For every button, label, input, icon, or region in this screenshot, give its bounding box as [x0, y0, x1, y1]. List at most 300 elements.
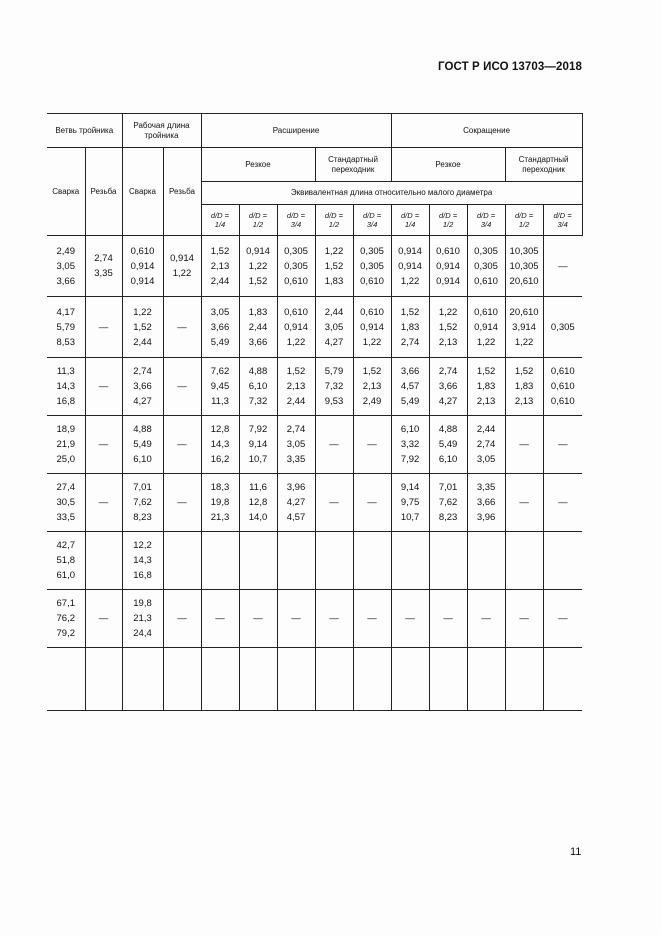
length-welding-header: Сварка — [122, 148, 163, 236]
cell-value: 6,10 — [400, 424, 420, 435]
table-cell — [353, 297, 391, 358]
cell-value: 2,49 — [56, 245, 75, 257]
table-cell-empty — [391, 648, 429, 711]
ratio-value: 3/4 — [480, 220, 492, 229]
table-cell — [85, 590, 122, 648]
table-cell — [239, 236, 277, 297]
cell-value: 0,914 — [360, 321, 384, 333]
ratio-value: 3/4 — [290, 220, 302, 229]
cell-value: 1,22 — [514, 336, 534, 348]
cell-value: 3,96 — [286, 482, 306, 493]
table-cell-empty — [315, 648, 353, 711]
table-cell — [315, 358, 353, 416]
table-cell — [163, 532, 201, 590]
cell-value: 5,49 — [210, 336, 230, 348]
table-row — [47, 236, 582, 297]
cell-value: 0,305 — [360, 245, 384, 257]
cell-value: 0,610 — [474, 306, 498, 318]
cell-value: 12,2 — [133, 540, 152, 551]
cell-value: 2,13 — [210, 260, 230, 272]
cell-value: 4,27 — [438, 396, 458, 407]
ratio-value: 1/2 — [518, 220, 530, 229]
cell-value: — — [558, 439, 568, 450]
table-cell — [277, 532, 315, 590]
expansion-standard-line2: переходник — [331, 164, 375, 174]
cell-value: 4,27 — [133, 396, 152, 407]
table-cell — [505, 416, 543, 474]
cell-value: 5,49 — [438, 439, 458, 450]
cell-value: 0,914 — [436, 275, 460, 287]
cell-value: 12,8 — [248, 497, 268, 508]
cell-value: 8,23 — [133, 512, 152, 523]
cell-value: — — [98, 439, 109, 450]
cell-value: 1,52 — [476, 366, 496, 377]
cell-value: 1,22 — [324, 245, 344, 257]
table-cell — [239, 474, 277, 532]
cell-value: 3,05 — [56, 260, 75, 272]
ratio-label: d/D = — [438, 211, 458, 220]
ratio-label: d/D = — [324, 211, 344, 220]
cell-value: 21,9 — [56, 439, 75, 450]
cell-value: 79,2 — [56, 628, 75, 639]
table-cell — [543, 236, 582, 297]
table-cell — [201, 358, 239, 416]
cell-value: 1,52 — [400, 306, 420, 318]
cell-value: 6,10 — [133, 454, 152, 465]
cell-value: 0,610 — [360, 306, 384, 318]
table-cell-empty — [163, 648, 201, 711]
cell-value: 1,52 — [286, 366, 306, 377]
table-cell — [277, 474, 315, 532]
table-cell — [543, 416, 582, 474]
table-cell — [239, 416, 277, 474]
ratio-header — [467, 205, 505, 236]
table-cell — [467, 297, 505, 358]
ratio-header — [201, 205, 239, 236]
ratio-header — [391, 205, 429, 236]
table-cell — [163, 236, 201, 297]
cell-value: 27,4 — [56, 482, 75, 493]
table-row — [47, 416, 582, 474]
table-cell — [543, 474, 582, 532]
reduction-header: Сокращение — [391, 114, 582, 148]
ratio-value: 1/4 — [404, 220, 416, 229]
cell-value: 2,74 — [94, 253, 113, 264]
cell-value: 2,13 — [514, 396, 534, 407]
table-cell — [163, 297, 201, 358]
cell-value: 2,74 — [400, 336, 420, 348]
cell-value: — — [215, 613, 225, 624]
ratio-value: 3/4 — [557, 220, 568, 229]
table-row — [47, 532, 582, 590]
cell-value: 16,2 — [210, 454, 230, 465]
cell-value: 2,44 — [210, 275, 230, 287]
ratio-label: d/D = — [476, 211, 496, 220]
cell-value: 1,52 — [248, 275, 268, 287]
cell-value: 4,27 — [324, 336, 344, 348]
table-cell — [277, 358, 315, 416]
cell-value: 1,52 — [324, 260, 344, 272]
cell-value: — — [98, 497, 109, 508]
ratio-header — [239, 205, 277, 236]
cell-value: 25,0 — [56, 454, 75, 465]
table-cell — [277, 590, 315, 648]
cell-value: 5,49 — [400, 396, 420, 407]
cell-value: 1,22 — [362, 336, 382, 348]
cell-value: — — [367, 439, 377, 450]
cell-value: 3,35 — [94, 268, 113, 279]
ratio-label: d/D = — [210, 211, 230, 220]
cell-value: 21,3 — [133, 613, 152, 624]
table-cell-empty — [277, 648, 315, 711]
table-cell — [315, 236, 353, 297]
table-cell — [505, 297, 543, 358]
cell-value: 9,45 — [210, 381, 230, 392]
working-length-header-line2: тройника — [144, 130, 179, 140]
cell-value: 2,74 — [438, 366, 458, 377]
table-cell — [429, 590, 467, 648]
cell-value: 14,3 — [210, 439, 230, 450]
table-row — [47, 358, 582, 416]
cell-value: — — [177, 321, 187, 333]
expansion-abrupt-header: Резкое — [201, 148, 315, 182]
cell-value: 51,8 — [56, 555, 75, 566]
table-cell — [505, 532, 543, 590]
table-cell — [122, 416, 163, 474]
cell-value: — — [558, 260, 568, 272]
cell-value: 1,83 — [248, 306, 268, 318]
reduction-standard-line1: Стандартный — [518, 154, 569, 164]
ratio-header — [429, 205, 467, 236]
cell-value: — — [291, 613, 301, 624]
cell-value: 6,10 — [248, 381, 268, 392]
cell-value: — — [443, 613, 453, 624]
cell-value: 67,1 — [56, 598, 75, 609]
cell-value: 0,914 — [130, 260, 155, 272]
cell-value: 0,914 — [398, 245, 422, 257]
cell-value: 3,66 — [400, 366, 420, 377]
cell-value: 7,62 — [133, 497, 152, 508]
cell-value: 11,6 — [249, 482, 267, 493]
reduction-standard-header — [505, 148, 582, 182]
table-cell — [122, 358, 163, 416]
cell-value: 2,13 — [362, 381, 382, 392]
ratio-label: d/D = — [514, 211, 534, 220]
cell-value: 0,305 — [474, 245, 498, 257]
cell-value: 1,83 — [476, 381, 496, 392]
cell-value: 1,22 — [476, 336, 496, 348]
table-cell — [47, 532, 85, 590]
table-cell — [85, 297, 122, 358]
cell-value: 8,23 — [438, 512, 458, 523]
table-cell — [429, 297, 467, 358]
cell-value: 18,3 — [210, 482, 230, 493]
table-cell — [543, 297, 582, 358]
cell-value: 3,66 — [438, 381, 458, 392]
cell-value: 3,66 — [476, 497, 496, 508]
table-cell — [85, 358, 122, 416]
cell-value: 10,305 — [509, 245, 539, 257]
table-cell — [122, 532, 163, 590]
ratio-value: 3/4 — [366, 220, 378, 229]
cell-value: 7,62 — [438, 497, 458, 508]
table-row-blank — [47, 648, 582, 711]
cell-value: 20,610 — [509, 275, 539, 287]
cell-value: 7,01 — [438, 482, 458, 493]
table-cell — [467, 590, 505, 648]
cell-value: — — [329, 439, 339, 450]
table-cell — [201, 236, 239, 297]
table-cell-empty — [47, 648, 85, 711]
cell-value: 3,914 — [512, 321, 536, 333]
cell-value: 1,22 — [133, 306, 152, 318]
cell-value: 3,66 — [56, 275, 75, 287]
table-cell-empty — [467, 648, 505, 711]
ratio-value: 1/4 — [214, 220, 226, 229]
cell-value: 19,8 — [133, 598, 152, 609]
table-cell — [85, 532, 122, 590]
cell-value: 10,7 — [248, 454, 268, 465]
table-cell — [315, 416, 353, 474]
cell-value: 24,4 — [133, 628, 152, 639]
cell-value: 7,32 — [324, 381, 344, 392]
table-cell — [391, 532, 429, 590]
table-cell — [277, 416, 315, 474]
cell-value: — — [519, 497, 529, 508]
reduction-standard-line2: переходник — [522, 164, 565, 174]
table-cell — [239, 358, 277, 416]
table-cell-empty — [353, 648, 391, 711]
cell-value: — — [481, 613, 491, 624]
cell-value: — — [558, 497, 568, 508]
cell-value: 1,22 — [400, 275, 420, 287]
cell-value: 4,88 — [438, 424, 458, 435]
cell-value: 16,8 — [133, 570, 152, 581]
table-cell — [429, 474, 467, 532]
cell-value: 21,3 — [210, 512, 230, 523]
cell-value: 9,53 — [324, 396, 344, 407]
table-cell — [429, 416, 467, 474]
ratio-header — [505, 205, 543, 236]
table-row — [47, 297, 582, 358]
cell-value: 5,79 — [324, 366, 344, 377]
table-cell — [505, 358, 543, 416]
table-cell — [353, 590, 391, 648]
ratio-header — [315, 205, 353, 236]
cell-value: 2,44 — [324, 306, 344, 318]
cell-value: 1,52 — [362, 366, 382, 377]
table-cell — [391, 236, 429, 297]
cell-value: — — [519, 439, 529, 450]
ratio-header — [277, 205, 315, 236]
table-cell — [47, 236, 85, 297]
table-cell — [85, 416, 122, 474]
cell-value: 0,914 — [284, 321, 308, 333]
cell-value: 14,0 — [248, 512, 268, 523]
cell-value: 7,92 — [248, 424, 268, 435]
length-thread-header: Резьба — [163, 148, 201, 236]
cell-value: — — [519, 613, 529, 624]
cell-value: 2,74 — [476, 439, 496, 450]
expansion-standard-header — [315, 148, 391, 182]
cell-value: 5,49 — [133, 439, 152, 450]
table-cell — [353, 358, 391, 416]
table-cell — [467, 474, 505, 532]
table-cell-empty — [429, 648, 467, 711]
table-cell — [543, 532, 582, 590]
cell-value: 3,05 — [286, 439, 306, 450]
cell-value: — — [177, 497, 187, 508]
cell-value: 0,610 — [474, 275, 498, 287]
cell-value: 0,914 — [436, 260, 460, 272]
table-cell — [122, 590, 163, 648]
table-cell — [201, 297, 239, 358]
cell-value: 3,96 — [476, 512, 496, 523]
table-cell — [391, 416, 429, 474]
table-cell — [467, 358, 505, 416]
table-cell-empty — [543, 648, 582, 711]
cell-value: 6,10 — [438, 454, 458, 465]
cell-value: 4,88 — [133, 424, 152, 435]
table-cell — [467, 416, 505, 474]
table-cell — [47, 590, 85, 648]
cell-value: 1,52 — [514, 366, 534, 377]
cell-value: 3,35 — [476, 482, 496, 493]
ratio-label: d/D = — [286, 211, 306, 220]
cell-value: 2,44 — [248, 321, 268, 333]
cell-value: 19,8 — [210, 497, 230, 508]
cell-value: 2,74 — [286, 424, 306, 435]
cell-value: 0,610 — [550, 381, 575, 392]
table-cell — [47, 358, 85, 416]
table-cell — [122, 297, 163, 358]
cell-value: 16,8 — [56, 396, 75, 407]
cell-value: 0,610 — [360, 275, 384, 287]
cell-value: — — [329, 613, 339, 624]
branch-welding-header: Сварка — [47, 148, 85, 236]
cell-value: 0,914 — [398, 260, 422, 272]
branch-thread-header: Резьба — [85, 148, 122, 236]
cell-value: — — [367, 497, 377, 508]
table-cell — [505, 236, 543, 297]
cell-value: 3,66 — [248, 336, 268, 348]
cell-value: 0,610 — [130, 245, 155, 257]
table-cell — [239, 297, 277, 358]
table-cell — [315, 590, 353, 648]
cell-value: — — [98, 321, 109, 333]
cell-value: 3,66 — [210, 321, 230, 333]
cell-value: 2,44 — [476, 424, 496, 435]
table-cell — [201, 474, 239, 532]
table-cell — [391, 474, 429, 532]
table-cell — [201, 590, 239, 648]
cell-value: 1,22 — [438, 306, 458, 318]
cell-value: — — [177, 439, 187, 450]
ratio-label: d/D = — [248, 211, 268, 220]
table-cell — [47, 416, 85, 474]
table-cell — [163, 358, 201, 416]
cell-value: 12,8 — [210, 424, 230, 435]
cell-value: — — [405, 613, 415, 624]
cell-value: 7,01 — [133, 482, 152, 493]
cell-value: 14,3 — [56, 381, 75, 392]
cell-value: 0,610 — [436, 245, 460, 257]
table-cell — [201, 416, 239, 474]
cell-value: 7,32 — [248, 396, 268, 407]
table-cell — [201, 532, 239, 590]
cell-value: 0,305 — [550, 321, 575, 333]
ratio-header — [353, 205, 391, 236]
cell-value: 0,305 — [284, 245, 308, 257]
cell-value: 8,53 — [56, 336, 75, 348]
cell-value: 2,44 — [133, 336, 152, 348]
cell-value: 61,0 — [56, 570, 75, 581]
table-cell — [505, 474, 543, 532]
table-row — [47, 590, 582, 648]
table-cell — [239, 532, 277, 590]
cell-value: 14,3 — [133, 555, 152, 566]
working-length-header-line1: Рабочая длина — [133, 120, 190, 130]
cell-value: — — [177, 381, 187, 392]
cell-value: 0,610 — [284, 306, 308, 318]
equivalent-length-table — [47, 113, 583, 711]
cell-value: 10,7 — [400, 512, 420, 523]
cell-value: 2,49 — [362, 396, 382, 407]
cell-value: 9,75 — [400, 497, 420, 508]
ratio-value: 1/2 — [252, 220, 264, 229]
cell-value: 4,17 — [56, 306, 75, 318]
table-cell — [429, 532, 467, 590]
table-cell — [353, 532, 391, 590]
equivalent-length-header: Эквивалентная длина относительно малого диаметра — [201, 182, 582, 205]
cell-value: 0,305 — [284, 260, 308, 272]
table-cell — [353, 236, 391, 297]
expansion-standard-line1: Стандартный — [328, 154, 378, 164]
cell-value: 4,27 — [286, 497, 306, 508]
table-cell — [85, 474, 122, 532]
cell-value: 2,13 — [438, 336, 458, 348]
table-cell — [391, 358, 429, 416]
ratio-value: 1/2 — [328, 220, 340, 229]
table-cell — [122, 236, 163, 297]
cell-value: 2,13 — [286, 381, 306, 392]
table-cell — [353, 416, 391, 474]
table-cell — [122, 474, 163, 532]
cell-value: 7,62 — [210, 366, 230, 377]
table-cell — [505, 590, 543, 648]
cell-value: 11,3 — [211, 396, 229, 407]
cell-value: — — [98, 613, 109, 624]
table-cell — [163, 590, 201, 648]
ratio-label: d/D = — [553, 211, 572, 220]
table-cell — [391, 590, 429, 648]
cell-value: 3,66 — [133, 381, 152, 392]
table-cell — [543, 590, 582, 648]
cell-value: 3,35 — [286, 454, 306, 465]
cell-value: 1,83 — [400, 321, 420, 333]
cell-value: 20,610 — [509, 306, 539, 318]
cell-value: 3,05 — [210, 306, 230, 318]
cell-value: 0,610 — [284, 275, 308, 287]
cell-value: 2,13 — [476, 396, 496, 407]
reduction-abrupt-header: Резкое — [391, 148, 505, 182]
cell-value: 4,88 — [248, 366, 268, 377]
table-cell-empty — [201, 648, 239, 711]
cell-value: 11,3 — [56, 366, 75, 377]
expansion-header: Расширение — [201, 114, 391, 148]
table-cell — [277, 297, 315, 358]
ratio-value: 1/2 — [442, 220, 454, 229]
